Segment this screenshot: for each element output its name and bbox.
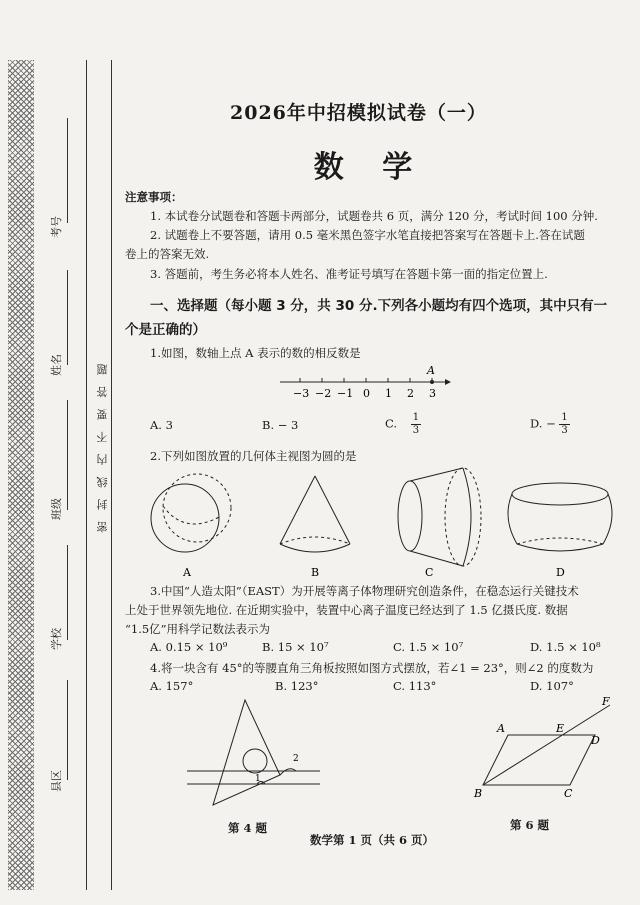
q1-option-d-label: D. − bbox=[530, 416, 556, 431]
fig4-label-2: 2 bbox=[293, 754, 299, 764]
point-a-label: A bbox=[427, 364, 435, 377]
axis-tick-label-1: 1 bbox=[385, 387, 392, 400]
q2-solids-figure bbox=[145, 466, 615, 578]
q1-option-d-fraction bbox=[559, 412, 569, 437]
school-blank[interactable] bbox=[67, 545, 68, 640]
section-heading bbox=[125, 294, 620, 342]
axis-tick-label-2: 2 bbox=[407, 387, 414, 400]
q3-option-d[interactable]: D. 1.5 × 10⁸ bbox=[530, 640, 601, 654]
q1-option-b[interactable]: B. − 3 bbox=[262, 418, 299, 432]
axis-tick-label-3: 3 bbox=[429, 387, 436, 400]
field-label-exam-number: 考号 bbox=[50, 216, 63, 238]
q1-option-c[interactable] bbox=[385, 412, 421, 437]
seal-notice-text: 密 封 线 内 不 要 答 题 bbox=[96, 360, 109, 533]
seal-notice bbox=[92, 360, 109, 540]
fig6-label-e: E bbox=[556, 722, 565, 735]
fig6-label-b: B bbox=[474, 787, 483, 800]
q3-option-a[interactable]: A. 0.15 × 10⁹ bbox=[150, 640, 228, 654]
axis-tick-label-0: 0 bbox=[363, 387, 370, 400]
q3-line-3: “1.5亿”用科学记数法表示为 bbox=[125, 622, 271, 636]
fig6-parallelogram bbox=[483, 735, 595, 785]
q1-option-d[interactable] bbox=[530, 412, 570, 437]
q4-option-b[interactable]: B. 123° bbox=[275, 679, 319, 693]
barrel-d bbox=[508, 483, 612, 551]
axis-tick-label-neg2: −2 bbox=[315, 387, 332, 400]
exam-title: 2026年中招模拟试卷（一） bbox=[230, 102, 487, 124]
field-label-class: 班级 bbox=[50, 498, 63, 520]
fig6-label-c: C bbox=[564, 787, 573, 800]
axis-tick-label-neg3: −3 bbox=[293, 387, 310, 400]
field-label-name: 姓名 bbox=[50, 354, 63, 376]
q2-label-b: B bbox=[311, 566, 320, 578]
q2-stem: 2.下列如图放置的几何体主视图为圆的是 bbox=[150, 449, 357, 463]
q4-option-c[interactable]: C. 113° bbox=[393, 679, 437, 693]
fig4-hole bbox=[243, 749, 267, 773]
q1-option-c-fraction bbox=[411, 412, 421, 437]
q1-d-den: 3 bbox=[561, 425, 568, 436]
section-heading-line1: 一、选择题（每小题 3 分，共 30 分.下列各小题均有四个选项，其中只有一 bbox=[150, 298, 608, 314]
axis-tick-label-neg1: −1 bbox=[337, 387, 354, 400]
notice-item-1: 1. 本试卷分试题卷和答题卡两部分，试题卷共 6 页，满分 120 分，考试时间 100 分钟. bbox=[150, 209, 598, 223]
notice-item-2: 2. 试题卷上不要答题，请用 0.5 毫米黑色签字水笔直接把答案写在答题卡上.答在试题 bbox=[150, 228, 585, 242]
subject-title: 数 学 bbox=[313, 150, 427, 185]
q1-c-den: 3 bbox=[412, 425, 420, 436]
q1-d-num: 1 bbox=[561, 412, 568, 423]
page-footer: 数学第 1 页（共 6 页） bbox=[310, 833, 435, 847]
name-blank[interactable] bbox=[67, 270, 68, 365]
q4-stem: 4.将一块含有 45°的等腰直角三角板按照如图方式摆放，若∠1 = 23°，则∠2 的度数为 bbox=[150, 661, 594, 675]
frustum-c bbox=[398, 468, 481, 566]
q4-option-a[interactable]: A. 157° bbox=[150, 679, 194, 693]
number-line-ticks bbox=[293, 378, 436, 400]
county-blank[interactable] bbox=[67, 680, 68, 780]
section-heading-line2: 个是正确的） bbox=[125, 322, 206, 338]
q3-option-b[interactable]: B. 15 × 10⁷ bbox=[262, 640, 329, 654]
number-line-figure bbox=[275, 362, 455, 402]
field-label-school: 学校 bbox=[50, 628, 63, 650]
fig6-label-a: A bbox=[497, 722, 505, 735]
fig6-label-d: D bbox=[591, 734, 600, 747]
q2-label-a: A bbox=[183, 566, 191, 578]
notice-item-2-cont: 卷上的答案无效. bbox=[125, 247, 210, 261]
q1-c-num: 1 bbox=[412, 412, 420, 423]
sphere-a bbox=[151, 474, 231, 552]
q3-line-1: 3.中国“人造太阳”（EAST）为开展等离子体物理研究创造条件，在稳态运行关键技术 bbox=[150, 584, 579, 598]
field-label-county: 县区 bbox=[50, 770, 63, 792]
fig4-angle2-arc bbox=[280, 769, 296, 775]
fig6-label-f: F bbox=[602, 695, 610, 708]
q4-option-d[interactable]: D. 107° bbox=[530, 679, 574, 693]
cone-b bbox=[280, 476, 350, 552]
q2-label-c: C bbox=[425, 566, 434, 578]
q1-stem: 1.如图，数轴上点 A 表示的数的相反数是 bbox=[150, 346, 361, 360]
q3-option-c[interactable]: C. 1.5 × 10⁷ bbox=[393, 640, 464, 654]
q1-option-c-label: C. bbox=[385, 416, 398, 431]
point-a-marker bbox=[430, 380, 434, 384]
q2-label-d: D bbox=[556, 566, 565, 578]
figure-4 bbox=[185, 695, 325, 810]
q3-line-2: 上处于世界领先地位. 在近期实验中，装置中心离子温度已经达到了 1.5 亿摄氏度. 数据 bbox=[125, 603, 568, 617]
figure-6 bbox=[470, 695, 620, 805]
number-line-arrow bbox=[445, 379, 451, 385]
notice-heading: 注意事项： bbox=[125, 190, 183, 204]
class-blank[interactable] bbox=[67, 400, 68, 510]
notice-item-3: 3. 答题前，考生务必将本人姓名、准考证号填写在答题卡第一面的指定位置上. bbox=[150, 267, 548, 281]
fig4-label-1: 1 bbox=[255, 774, 261, 784]
q1-option-a[interactable]: A. 3 bbox=[150, 418, 173, 432]
fig4-caption: 第 4 题 bbox=[228, 821, 268, 835]
fig6-caption: 第 6 题 bbox=[510, 818, 550, 832]
